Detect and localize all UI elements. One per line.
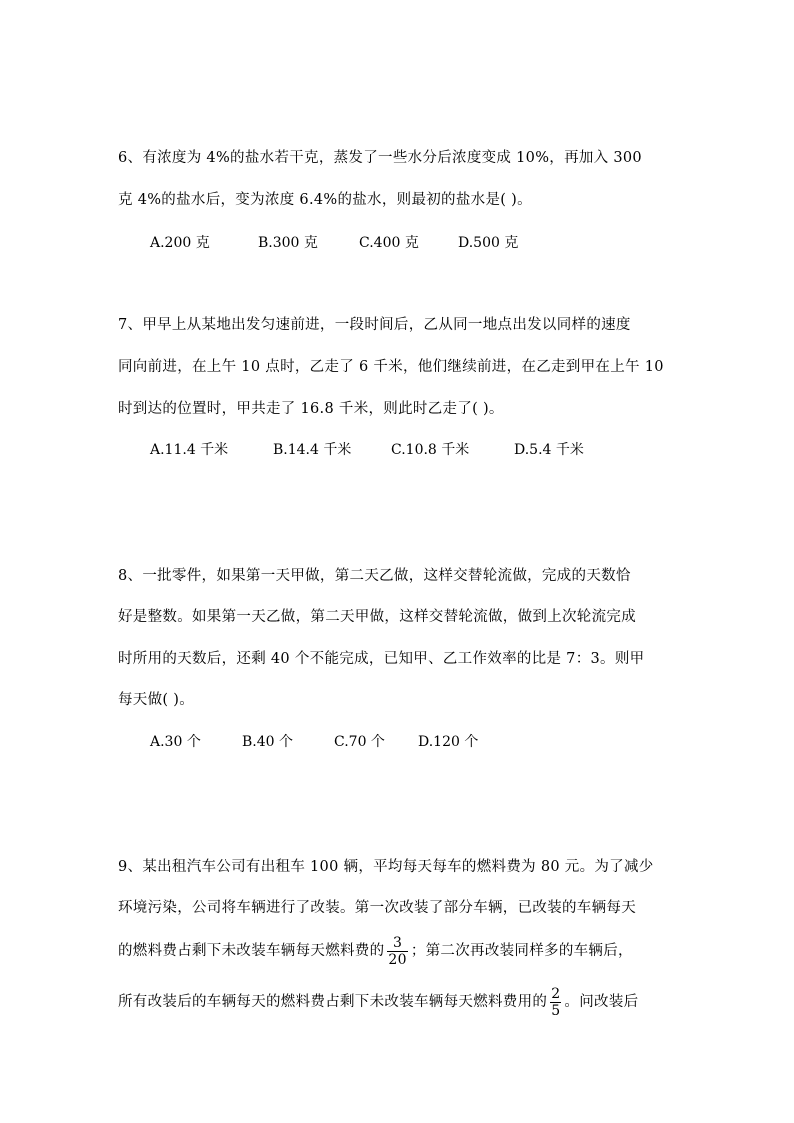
fraction-denominator: 20 (388, 951, 407, 968)
q9-line-4-end: 。问改装后 (564, 994, 639, 1010)
q8-option-a: A.30 个 (150, 734, 201, 750)
q8-line-2: 好是整数。如果第一天乙做，第二天甲做，这样交替轮流做，做到上次轮流完成 (118, 609, 636, 625)
q7-option-b: B.14.4 千米 (273, 442, 352, 458)
q6-line-2: 克 4%的盐水后，变为浓度 6.4%的盐水，则最初的盐水是( )。 (118, 192, 532, 208)
q6-option-d: D.500 克 (458, 235, 519, 251)
q9-line-3-start: 的燃料费占剩下未改装车辆每天燃料费的 (118, 943, 385, 959)
fraction-denominator: 5 (551, 1002, 561, 1019)
q9-line-4 (118, 984, 638, 1020)
q8-option-c: C.70 个 (334, 734, 385, 750)
q6-option-a: A.200 克 (150, 235, 210, 251)
q6-option-b: B.300 克 (258, 235, 318, 251)
q7-option-a: A.11.4 千米 (150, 442, 229, 458)
q8-option-b: B.40 个 (242, 734, 294, 750)
fraction-numerator: 3 (393, 934, 403, 951)
q6-option-c: C.400 克 (359, 235, 419, 251)
q7-line-2: 同向前进，在上午 10 点时，乙走了 6 千米，他们继续前进，在乙走到甲在上午 10 (118, 359, 664, 375)
q9-line-3-end: ；第二次再改装同样多的车辆后， (410, 943, 633, 959)
q8-line-4: 每天做( )。 (118, 692, 195, 708)
fraction-2-5 (550, 986, 561, 1019)
q6-line-1: 6、有浓度为 4%的盐水若干克，蒸发了一些水分后浓度变成 10%，再加入 300 (118, 150, 642, 166)
q7-option-c: C.10.8 千米 (391, 442, 470, 458)
fraction-numerator: 2 (551, 985, 561, 1002)
q9-line-3 (118, 933, 633, 969)
q8-line-3: 时所用的天数后，还剩 40 个不能完成，已知甲、乙工作效率的比是 7：3。则甲 (118, 651, 645, 667)
q7-option-d: D.5.4 千米 (514, 442, 584, 458)
q9-line-1: 9、某出租汽车公司有出租车 100 辆，平均每天每车的燃料费为 80 元。为了减少 (118, 859, 654, 875)
q8-line-1: 8、一批零件，如果第一天甲做，第二天乙做，这样交替轮流做，完成的天数恰 (118, 568, 631, 584)
q7-line-1: 7、甲早上从某地出发匀速前进，一段时间后，乙从同一地点出发以同样的速度 (118, 317, 631, 333)
q7-line-3: 时到达的位置时，甲共走了 16.8 千米，则此时乙走了( )。 (118, 401, 504, 417)
fraction-3-20 (387, 935, 407, 968)
q9-line-4-start: 所有改装后的车辆每天的燃料费占剩下未改装车辆每天燃料费用的 (118, 994, 548, 1010)
q9-line-2: 环境污染，公司将车辆进行了改装。第一次改装了部分车辆，已改装的车辆每天 (118, 900, 636, 916)
q8-option-d: D.120 个 (418, 734, 479, 750)
